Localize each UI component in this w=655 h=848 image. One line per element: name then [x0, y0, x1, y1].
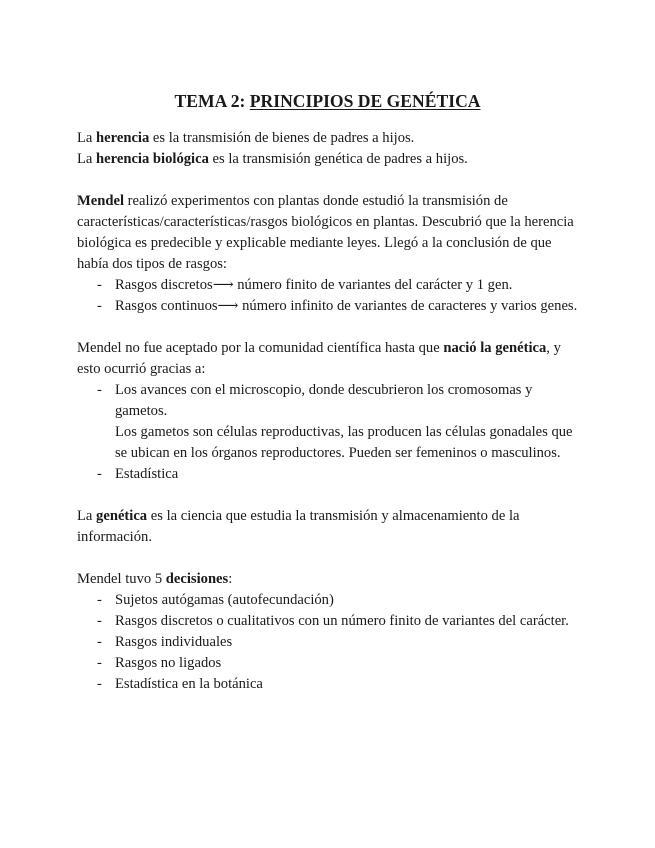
list-rasgos — [77, 275, 579, 317]
paragraph-herencia: La herencia es la transmisión de bienes de padres a hijos. — [77, 130, 415, 146]
paragraph-mendel: Mendel realizó experimentos con plantas donde estudió la transmisión de características/características/rasgos biológicos en plantas. Descubrió que la herencia biológica es predecible y explicable mediante leyes. Llegó a la conclusión de que había dos tipos de rasgos: — [77, 193, 574, 272]
list-decisiones — [77, 590, 579, 695]
paragraph-acceptance: Mendel no fue aceptado por la comunidad científica hasta que nació la genética, y esto ocurrió gracias a: — [77, 340, 561, 377]
list-item: - Estadística — [77, 464, 579, 485]
list-acceptance — [77, 380, 579, 485]
title-prefix: TEMA 2: — [174, 90, 250, 111]
list-item: - Rasgos individuales — [77, 632, 579, 653]
list-item: - Rasgos discretos o cualitativos con un número finito de variantes del carácter. — [77, 611, 579, 632]
list-item: - Rasgos no ligados — [77, 653, 579, 674]
dash-bullet: - — [97, 613, 102, 629]
paragraph-herencia-biologica: La herencia biológica es la transmisión genética de padres a hijos. — [77, 151, 468, 167]
list-item-extra: Los gametos son células reproductivas, las producen las células gonadales que se ubican en los órganos reproductores. Pueden ser femeninos o masculinos. — [115, 424, 573, 461]
term-decisiones: decisiones — [165, 571, 229, 587]
page-title — [0, 90, 655, 112]
list-item: - Estadística en la botánica — [77, 674, 579, 695]
dash-bullet: - — [97, 592, 102, 608]
term-nacio-genetica: nació la genética — [443, 340, 547, 356]
term-herencia-biologica: herencia biológica — [96, 151, 209, 167]
list-item: - Sujetos autógamas (autofecundación) — [77, 590, 579, 611]
list-item: - Los avances con el microscopio, donde descubrieron los cromosomas y gametos. Los gametos son células reproductivas, las producen las células gonadales que se ubican en los órganos reproductores. Pueden ser femeninos o masculinos. — [77, 380, 579, 464]
list-item: - Rasgos continuos⟶ número infinito de variantes de caracteres y varios genes. — [77, 296, 579, 317]
paragraph-genetica: La genética es la ciencia que estudia la transmisión y almacenamiento de la información. — [77, 508, 520, 545]
title-underlined: PRINCIPIOS DE GENÉTICA — [249, 90, 481, 111]
dash-bullet: - — [97, 466, 102, 482]
document-body — [77, 128, 579, 695]
dash-bullet: - — [97, 676, 102, 692]
paragraph-decisiones: Mendel tuvo 5 decisiones: — [77, 571, 233, 587]
dash-bullet: - — [97, 382, 102, 398]
dash-bullet: - — [97, 634, 102, 650]
dash-bullet: - — [97, 655, 102, 671]
term-genetica: genética — [96, 508, 148, 524]
list-item: - Rasgos discretos⟶ número finito de variantes del carácter y 1 gen. — [77, 275, 579, 296]
dash-bullet: - — [97, 298, 102, 314]
dash-bullet: - — [97, 277, 102, 293]
term-mendel: Mendel — [77, 193, 125, 209]
term-herencia: herencia — [96, 130, 150, 146]
